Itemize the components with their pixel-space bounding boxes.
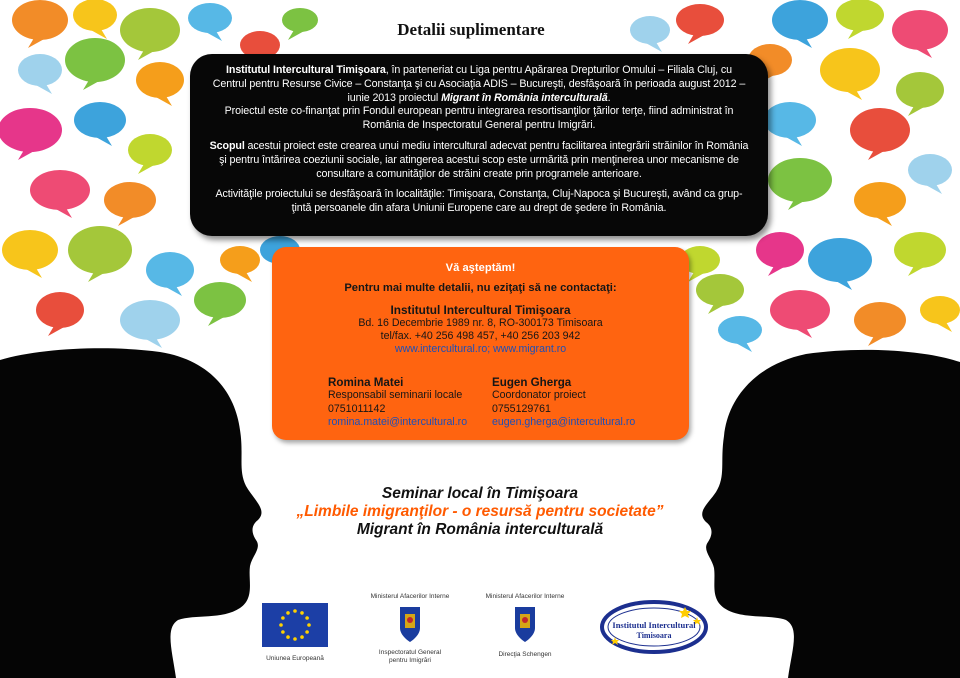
speech-bubble [73,0,117,31]
purpose-paragraph: Scopul acestui proiect este crearea unui mediu intercultural adecvat pentru facilitarea integrării străinilor în România şi pentru întărirea coeziunii sociale, iar atingerea acestui scop este urmărită prin menţinerea unor mecanisme de consultare a comunităţilor de străini create prin programele anterioare. [209,139,749,180]
speech-bubble [772,0,828,40]
contact-role: Responsabil seminarii locale [328,389,463,402]
speech-bubble [718,316,762,344]
speech-bubble [30,170,90,210]
speech-bubble-tail [914,48,932,58]
ministry-name: Ministerul Afacerilor Interne [485,593,565,600]
right-head-silhouette [702,350,960,678]
romania-crest-icon [397,604,423,644]
speech-bubble-tail [18,150,36,160]
speech-bubble-tail [848,29,866,39]
speech-bubble-tail [788,200,806,210]
igi-caption-2: pentru Imigrări [389,657,431,664]
iit-emblem-icon [599,599,709,655]
speech-bubble [894,232,946,268]
contact-phone: 0755129761 [492,402,551,415]
speech-bubble-tail [868,150,886,160]
speech-bubble [282,8,318,32]
seminar-location: Seminar local în Timişoara [381,485,579,502]
speech-bubble [896,72,944,108]
funding-text: Proiectul este co-finanţat prin Fondul european pentru integrarea resortisanţilor ţărilor terţe, fiind administrat în România de Inspectoratul General pentru Imigrări. [224,105,734,132]
speech-bubble [146,252,194,288]
iit-logo-line2: Timisoara [636,631,672,640]
contact-phone: 0751011142 [328,402,386,415]
ministry-schengen-logo [475,593,575,659]
eu-star [279,623,283,627]
intro-paragraph: Institutul Intercultural Timişoara, în parteneriat cu Liga pentru Apărarea Drepturilor Omului – Filiala Cluj, cu Centrul pentru Resurse Civice – Constanţa şi cu Asociaţia ADIS – Bucureşti, desfăşoară în perioada august 2012 – iunie 2013 proiectul Migrant în România interculturală. Proiectul este co-finanţat prin Fondul european pentru integrarea resortisanţilor ţărilor terţe, fiind administrat în România de Inspectoratul General pentru Imigrări. [212,64,746,132]
speech-bubble-tail [24,268,42,278]
speech-bubble [74,102,126,138]
speech-bubble-tail [934,322,952,332]
institute-name: Institutul Intercultural Timişoara [226,64,386,76]
speech-bubble [820,48,880,92]
await-heading: Vă aşteptăm! [445,262,516,274]
speech-bubble-tail [28,38,46,48]
speech-bubble-tail [768,266,786,276]
contact-person [328,376,467,429]
seminar-title-block [240,485,720,539]
speech-bubble [120,8,180,52]
eu-flag-icon [262,603,328,647]
speech-bubble-tail [874,216,892,226]
iit-logo-line1: Institutul Intercultural [612,620,696,630]
institute-heading: Institutul Intercultural Timişoara [390,303,571,317]
speech-bubble [836,0,884,31]
speech-bubble [0,108,62,152]
iit-logo [598,599,710,658]
eu-star [281,616,285,620]
romania-crest-icon [512,604,538,644]
eu-star [300,611,304,615]
speech-bubble [12,0,68,40]
speech-bubble-tail [708,304,726,314]
speech-bubble [850,108,910,152]
speech-bubble [756,232,804,268]
speech-bubble [18,54,62,86]
eu-star [286,611,290,615]
eu-star [286,635,290,639]
speech-bubble [220,246,260,274]
speech-bubble-tail [868,336,886,346]
eu-star [293,637,297,641]
contact-email-link[interactable]: romina.matei@intercultural.ro [328,415,468,428]
eu-caption: Uniunea Europeană [266,655,324,662]
website-link-intercultural[interactable]: www.intercultural.ro [394,343,488,355]
speech-bubble-tail [784,136,802,146]
phone-fax: tel/fax. +40 256 498 457, +40 256 203 942 [380,330,581,342]
speech-bubble-tail [734,342,752,352]
eu-star [305,616,309,620]
seminar-project: Migrant în România interculturală [356,521,604,538]
contact-person [492,376,635,429]
speech-bubble [2,230,58,270]
project-description-box [190,54,768,236]
left-head-silhouette [0,348,261,678]
websites: www.intercultural.ro; www.migrant.ro [394,343,567,355]
eu-star [293,609,297,613]
page-title: Detalii suplimentare [397,20,545,39]
speech-bubble [120,300,180,340]
speech-bubble-tail [834,280,852,290]
speech-bubble [854,302,906,338]
contact-email-link[interactable]: eugen.gherga@intercultural.ro [492,415,636,428]
speech-bubble [128,134,172,166]
ministry-igi-logo [360,593,460,665]
eu-logo [260,603,330,663]
speech-bubble [808,238,872,282]
website-link-migrant[interactable]: www.migrant.ro [493,343,567,355]
speech-bubble [920,296,960,324]
eu-star [281,630,285,634]
speech-bubble [36,292,84,328]
speech-bubble-tail [794,328,812,338]
address: Bd. 16 Decembrie 1989 nr. 8, RO-300173 Timisoara [358,317,603,329]
speech-bubble [696,274,744,306]
speech-bubble-tail [644,42,662,52]
speech-bubble [68,226,132,274]
speech-bubble-tail [908,106,926,116]
contact-name: Romina Matei [328,376,404,389]
speech-bubble [194,282,246,318]
eu-star [300,635,304,639]
seminar-theme: „Limbile imigranţilor - o resursă pentru societate” [296,503,664,520]
speech-bubble [908,154,952,186]
speech-bubble [892,10,948,50]
speech-bubble-tail [924,184,942,194]
speech-bubble [676,4,724,36]
igi-caption-1: Inspectoratul General [378,649,442,656]
speech-bubble-tail [844,90,862,100]
schengen-caption: Direcţia Schengen [498,651,552,658]
eu-star [307,623,311,627]
ministry-name: Ministerul Afacerilor Interne [370,593,450,600]
speech-bubble [188,3,232,33]
speech-bubble-tail [48,326,66,336]
speech-bubble [854,182,906,218]
speech-bubble [768,158,832,202]
speech-bubble-tail [794,38,812,48]
project-name: Migrant în România interculturală [441,91,608,104]
speech-bubble [104,182,156,218]
speech-bubble-tail [688,34,706,44]
contact-heading: Pentru mai multe detalii, nu eziţaţi să ne contactaţi: [344,282,617,294]
speech-bubble [65,38,125,82]
speech-bubble [770,290,830,330]
speech-bubble-tail [288,30,306,40]
speech-bubble [136,62,184,98]
speech-bubble-tail [908,266,926,276]
contact-role: Coordonator proiect [492,389,586,402]
activities-paragraph: Activităţile proiectului se desfăşoară în localităţile: Timişoara, Constanţa, Cluj-Napoca şi Bucureşti, având ca grup-ţintă persoanele din afara Uniunii Europene care au drept de şedere în România. [215,188,743,215]
speech-bubble [764,102,816,138]
speech-bubble-tail [54,208,72,218]
contact-name: Eugen Gherga [492,376,572,389]
contact-box [272,247,689,440]
eu-star [305,630,309,634]
speech-bubble [630,16,670,44]
speech-bubble-tail [34,84,52,94]
